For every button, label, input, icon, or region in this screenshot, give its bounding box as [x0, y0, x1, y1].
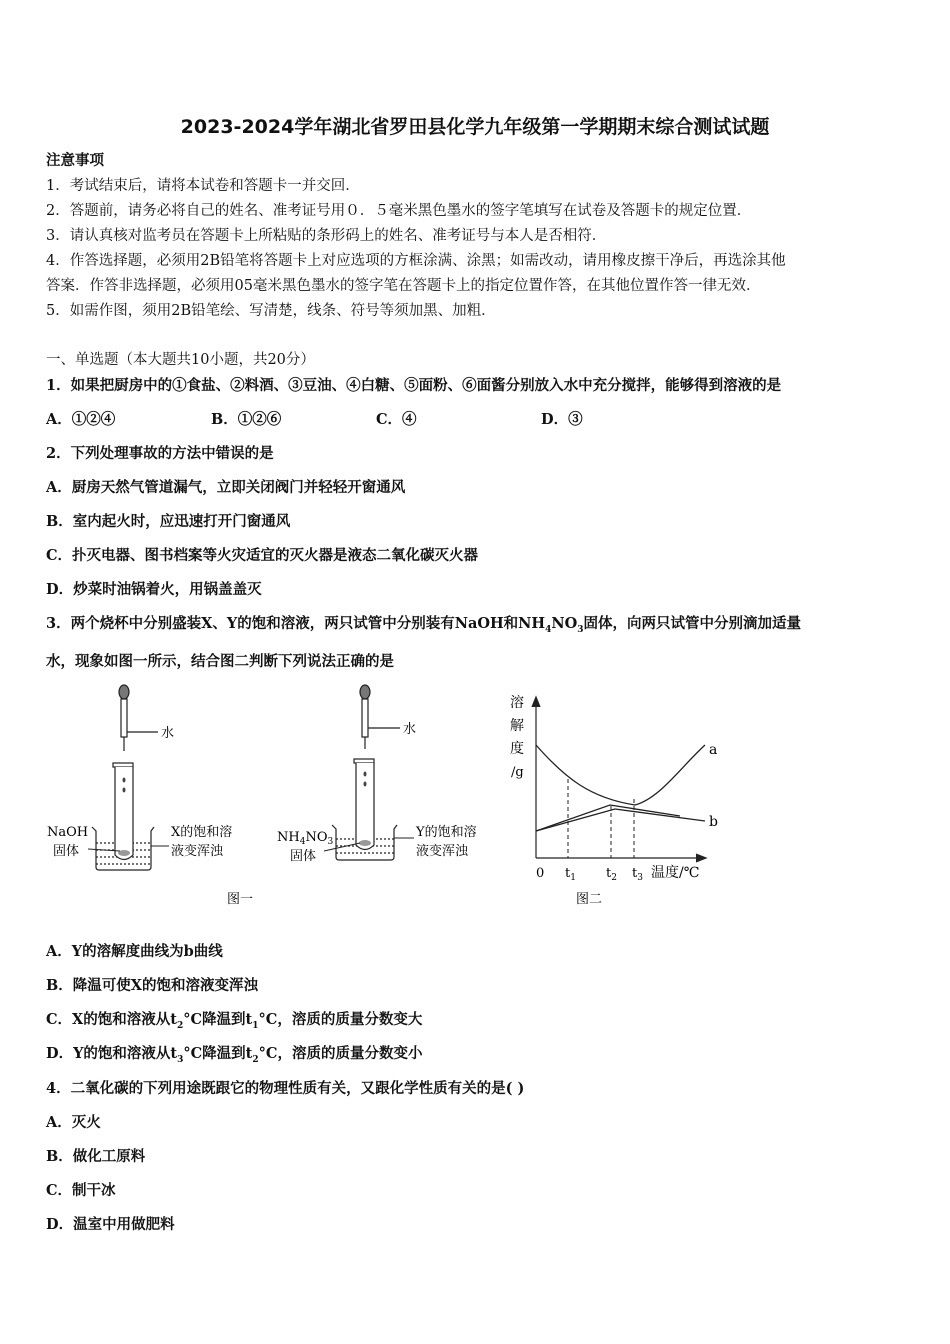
- t2-label: $t_2$: [606, 866, 617, 883]
- notice-item: 1．考试结束后，请将本试卷和答题卡一并交回．: [46, 178, 360, 194]
- y-solution-label-2: 液变浑浊: [416, 844, 469, 859]
- x-solution-label-1: X的饱和溶: [171, 825, 233, 840]
- page-title: 2023-2024学年湖北省罗田县化学九年级第一学期期末综合测试试题: [180, 116, 770, 138]
- y-solution-label-1: Y的饱和溶: [416, 825, 477, 840]
- naoh-solid-label: 固体: [53, 844, 80, 859]
- question-3-stem-line2: 水，现象如图一所示，结合图二判断下列说法正确的是: [46, 653, 394, 670]
- figure-2-caption: 图二: [576, 892, 603, 907]
- q3-option-c: C．X的饱和溶液从$t_2^\circ C$降温到$t_1^\circ C$，溶质的质量分数变大: [46, 1011, 423, 1031]
- figure-1-caption: 图一: [227, 892, 254, 907]
- q1-option-a: A．①②④: [46, 411, 116, 428]
- y-axis-label-1: 溶: [510, 695, 524, 711]
- section-heading: 一、单选题（本大题共10小题，共20分）: [46, 352, 315, 368]
- q2-option-b: B．室内起火时，应迅速打开门窗通风: [46, 513, 291, 530]
- curve-a: [536, 745, 705, 805]
- curve-b-label: b: [709, 814, 718, 830]
- nh4no3-solid-label: 固体: [290, 849, 317, 864]
- curve-b-tail: [615, 809, 705, 821]
- x-solution-label-2: 液变浑浊: [171, 844, 224, 859]
- y-axis-label-3: 度: [510, 741, 524, 757]
- test-tube-2: [354, 759, 374, 850]
- q1-option-b: B．①②⑥: [211, 411, 282, 428]
- q2-option-a: A．厨房天然气管道漏气，立即关闭阀门并轻轻开窗通风: [46, 479, 406, 496]
- q4-option-d: D．温室中用做肥料: [46, 1216, 175, 1233]
- y-axis-label-4: /g: [511, 765, 524, 780]
- notice-item: 2．答题前，请务必将自己的姓名、准考证号用０．５毫米黑色墨水的签字笔填写在试卷及答题卡的规定位置．: [46, 203, 752, 219]
- x-axis-label: 温度/℃: [651, 865, 700, 881]
- curve-b: [536, 809, 615, 831]
- curve-b-lower: [536, 805, 680, 831]
- q4-option-b: B．做化工原料: [46, 1148, 146, 1165]
- question-1-stem: 1．如果把厨房中的①食盐、②料酒、③豆油、④白糖、⑤面粉、⑥面酱分别放入水中充分搅拌，能够得到溶液的是: [46, 377, 782, 394]
- q3-option-a: A．Y的溶解度曲线为b曲线: [46, 943, 223, 960]
- question-3-figure: [40, 683, 740, 913]
- nh4no3-label: $NH_4NO_3$: [277, 830, 334, 847]
- question-3-stem: 3．两个烧杯中分别盛装X、Y的饱和溶液，两只试管中分别装有NaOH和$NH_4NO_3$固体，向两只试管中分别滴加适量: [46, 615, 802, 635]
- q2-option-c: C．扑灭电器、图书档案等火灾适宜的灭火器是液态二氧化碳灭火器: [46, 547, 479, 564]
- notice-item: 答案．作答非选择题，必须用05毫米黑色墨水的签字笔在答题卡上的指定位置作答，在其他位置作答一律无效．: [46, 278, 761, 294]
- dropper-1: [119, 685, 158, 751]
- origin-label: 0: [536, 866, 545, 881]
- water-label-2: 水: [403, 722, 417, 737]
- test-tube-1: [113, 763, 133, 860]
- curve-a-label: a: [709, 742, 718, 758]
- dropper-2: [360, 685, 400, 749]
- t3-label: $t_3$: [632, 866, 643, 883]
- notice-item: 3．请认真核对监考员在答题卡上所粘贴的条形码上的姓名、准考证号与本人是否相符．: [46, 228, 607, 244]
- water-label-1: 水: [161, 726, 175, 741]
- q1-option-c: C．④: [376, 411, 417, 428]
- y-axis-label-2: 解: [510, 718, 524, 734]
- naoh-label: NaOH: [47, 825, 89, 840]
- q3-option-d: D．Y的饱和溶液从$t_3^\circ C$降温到$t_2^\circ C$，溶质的质量分数变小: [46, 1045, 423, 1065]
- q2-option-d: D．炒菜时油锅着火，用锅盖盖灭: [46, 581, 262, 598]
- notice-heading: 注意事项: [46, 152, 104, 169]
- question-4-stem: 4．二氧化碳的下列用途既跟它的物理性质有关，又跟化学性质有关的是( ): [46, 1080, 525, 1097]
- solubility-axes: [532, 697, 706, 862]
- q3-option-b: B．降温可使X的饱和溶液变浑浊: [46, 977, 259, 994]
- q1-option-d: D．③: [541, 411, 583, 428]
- q4-option-c: C．制干冰: [46, 1182, 116, 1199]
- notice-item: 5．如需作图，须用2B铅笔绘、写清楚，线条、符号等须加黑、加粗．: [46, 303, 496, 319]
- t1-label: $t_1$: [565, 866, 576, 883]
- q4-option-a: A．灭火: [46, 1114, 101, 1131]
- temperature-guides: [568, 779, 634, 858]
- question-2-stem: 2．下列处理事故的方法中错误的是: [46, 445, 274, 462]
- notice-item: 4．作答选择题，必须用2B铅笔将答题卡上对应选项的方框涂满、涂黑；如需改动，请用橡皮擦干净后，再选涂其他: [46, 253, 786, 269]
